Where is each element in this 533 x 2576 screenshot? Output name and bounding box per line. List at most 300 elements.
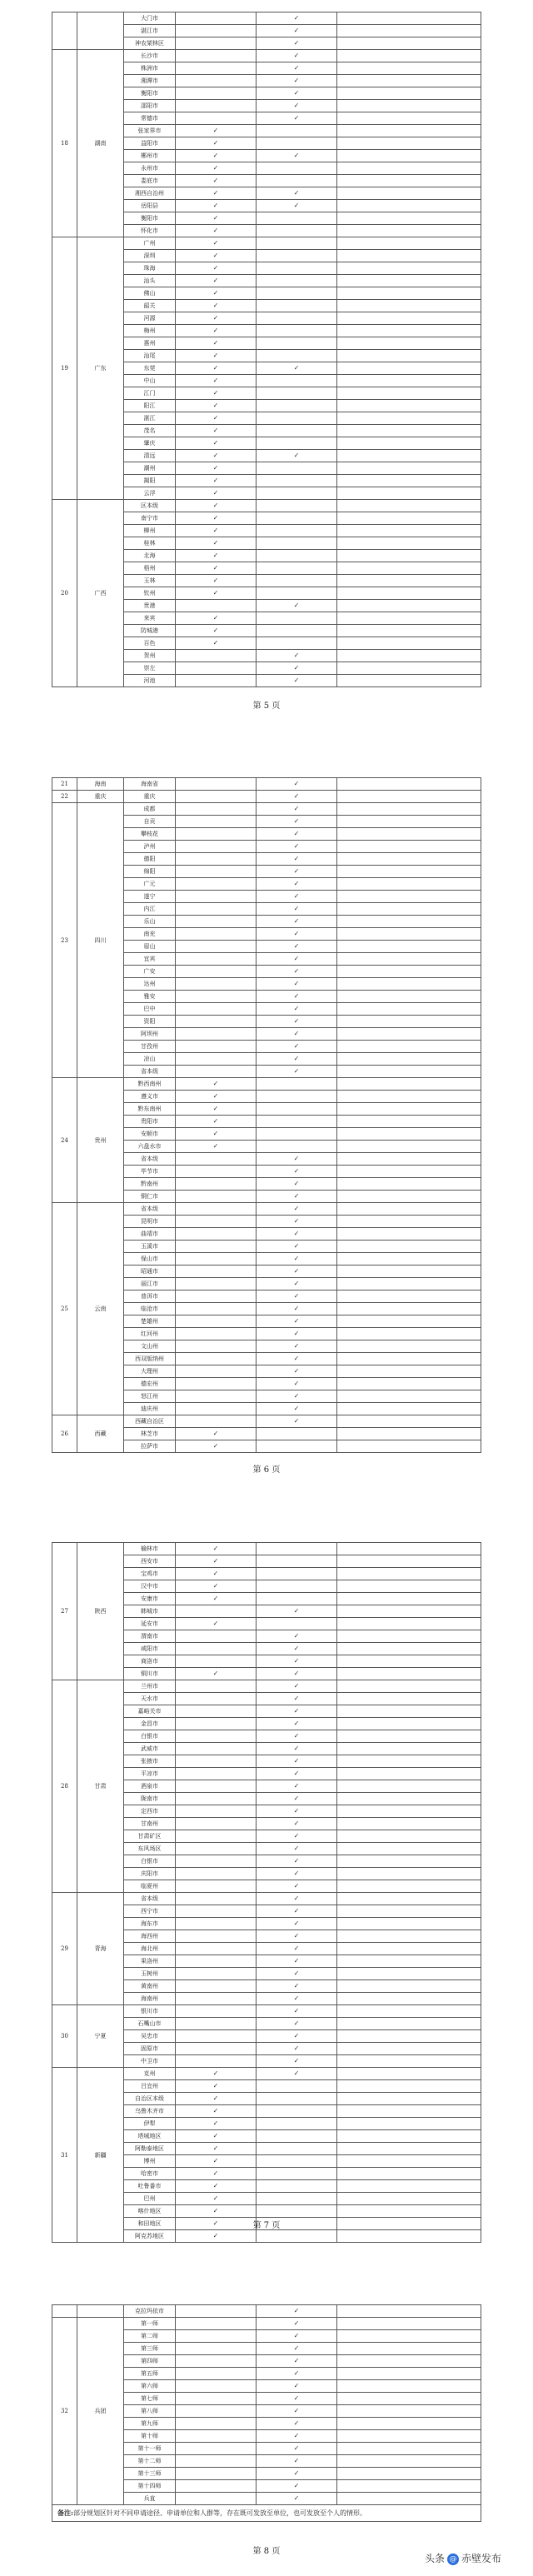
check-cell — [176, 2130, 257, 2143]
check-cell — [337, 312, 481, 325]
checkmark-icon: ✓ — [212, 2157, 219, 2164]
check-cell — [337, 2018, 481, 2030]
check-cell — [176, 137, 257, 150]
checkmark-icon: ✓ — [293, 2319, 300, 2327]
check-cell — [176, 175, 257, 187]
check-cell — [257, 1403, 337, 1415]
city-name: 柳州 — [124, 525, 176, 537]
check-cell — [257, 941, 337, 953]
city-name: 六盘水市 — [124, 1141, 176, 1153]
check-cell — [176, 2168, 257, 2180]
city-name: 迪庆州 — [124, 1403, 176, 1415]
province-name: 广西 — [77, 500, 124, 687]
check-cell — [337, 1290, 481, 1303]
checkmark-icon: ✓ — [212, 289, 219, 297]
city-name: 百色 — [124, 637, 176, 650]
province-name: 广东 — [77, 237, 124, 500]
checkmark-icon: ✓ — [293, 1242, 300, 1250]
check-cell — [337, 1905, 481, 1918]
check-cell — [176, 312, 257, 325]
city-name: 区本级 — [124, 500, 176, 512]
city-name: 南宁市 — [124, 512, 176, 525]
city-name: 长沙市 — [124, 50, 176, 62]
check-cell — [257, 25, 337, 37]
province-name: 宁夏 — [77, 2005, 124, 2068]
check-cell — [176, 2118, 257, 2130]
check-cell — [176, 1191, 257, 1203]
check-cell — [257, 550, 337, 562]
check-cell — [257, 1378, 337, 1390]
check-cell — [176, 1593, 257, 1605]
check-cell — [337, 62, 481, 75]
check-cell — [257, 1943, 337, 1955]
check-cell — [337, 891, 481, 903]
check-cell — [257, 2130, 337, 2143]
check-cell — [257, 866, 337, 878]
checkmark-icon: ✓ — [293, 1067, 300, 1075]
checkmark-icon: ✓ — [212, 2107, 219, 2114]
city-name: 衡阳市 — [124, 87, 176, 100]
checkmark-icon: ✓ — [293, 1969, 300, 1977]
checkmark-icon: ✓ — [212, 239, 219, 247]
city-name: 广元 — [124, 878, 176, 891]
check-cell — [337, 2380, 481, 2393]
check-cell — [257, 600, 337, 612]
check-cell — [176, 1241, 257, 1253]
check-cell — [257, 325, 337, 337]
check-cell — [337, 1278, 481, 1290]
allocation-table — [52, 1542, 481, 2243]
region-number: 22 — [52, 791, 77, 803]
check-cell — [337, 387, 481, 400]
check-cell — [257, 150, 337, 162]
city-name: 海南省 — [124, 778, 176, 791]
checkmark-icon: ✓ — [212, 2232, 219, 2239]
check-cell — [257, 2180, 337, 2193]
checkmark-icon: ✓ — [293, 1732, 300, 1740]
check-cell — [337, 966, 481, 978]
city-name: 乌鲁木齐市 — [124, 2105, 176, 2118]
check-cell — [257, 1203, 337, 1216]
check-cell — [257, 362, 337, 375]
check-cell — [257, 1568, 337, 1580]
check-cell — [257, 1968, 337, 1980]
region-number: 26 — [52, 1415, 77, 1453]
city-name: 潮州 — [124, 462, 176, 475]
check-cell — [337, 2093, 481, 2105]
check-cell — [337, 612, 481, 625]
check-cell — [176, 387, 257, 400]
check-cell — [337, 1353, 481, 1365]
check-cell — [176, 1428, 257, 1440]
city-name: 河源 — [124, 312, 176, 325]
region-number: 25 — [52, 1203, 77, 1415]
city-name: 吴忠市 — [124, 2030, 176, 2043]
checkmark-icon: ✓ — [212, 1620, 219, 1627]
check-cell — [176, 512, 257, 525]
checkmark-icon: ✓ — [212, 1557, 219, 1565]
check-cell — [176, 2180, 257, 2193]
check-cell — [176, 2380, 257, 2393]
check-cell — [257, 1415, 337, 1428]
check-cell — [176, 1103, 257, 1116]
check-cell — [257, 187, 337, 200]
checkmark-icon: ✓ — [212, 1582, 219, 1590]
check-cell — [257, 2005, 337, 2018]
checkmark-icon: ✓ — [212, 1430, 219, 1437]
check-cell — [257, 1855, 337, 1868]
city-name: 海西州 — [124, 1930, 176, 1943]
checkmark-icon: ✓ — [293, 992, 300, 1000]
check-cell — [176, 2043, 257, 2055]
checkmark-icon: ✓ — [212, 339, 219, 347]
check-cell — [257, 1241, 337, 1253]
check-cell — [337, 637, 481, 650]
check-cell — [176, 1843, 257, 1855]
check-cell — [176, 362, 257, 375]
checkmark-icon: ✓ — [293, 1907, 300, 1915]
checkmark-icon: ✓ — [212, 302, 219, 309]
checkmark-icon: ✓ — [293, 2032, 300, 2039]
checkmark-icon: ✓ — [212, 2094, 219, 2102]
check-cell — [337, 2230, 481, 2243]
checkmark-icon: ✓ — [293, 1820, 300, 1827]
check-cell — [257, 1643, 337, 1655]
check-cell — [176, 1141, 257, 1153]
checkmark-icon: ✓ — [293, 805, 300, 812]
city-name: 第九师 — [124, 2418, 176, 2430]
city-name: 益阳市 — [124, 137, 176, 150]
check-cell — [176, 2093, 257, 2105]
checkmark-icon: ✓ — [293, 52, 300, 59]
checkmark-icon: ✓ — [293, 930, 300, 937]
checkmark-icon: ✓ — [293, 1745, 300, 1752]
check-cell — [337, 1968, 481, 1980]
check-cell — [176, 1328, 257, 1340]
checkmark-icon: ✓ — [293, 1417, 300, 1425]
check-cell — [176, 1053, 257, 1066]
check-cell — [337, 575, 481, 587]
checkmark-icon: ✓ — [212, 264, 219, 272]
city-name: 保山市 — [124, 1253, 176, 1266]
check-cell — [257, 2080, 337, 2093]
check-cell — [257, 816, 337, 828]
check-cell — [257, 462, 337, 475]
province-name: 西藏 — [77, 1415, 124, 1453]
check-cell — [176, 475, 257, 487]
city-name: 楚雄州 — [124, 1315, 176, 1328]
city-name: 省本级 — [124, 1066, 176, 1078]
check-cell — [176, 262, 257, 275]
city-name: 自贡 — [124, 816, 176, 828]
check-cell — [176, 1403, 257, 1415]
city-name: 绵阳 — [124, 866, 176, 878]
check-cell — [257, 1693, 337, 1705]
checkmark-icon: ✓ — [293, 1192, 300, 1200]
check-cell — [257, 412, 337, 425]
check-cell — [257, 275, 337, 287]
check-cell — [257, 1668, 337, 1680]
check-cell — [176, 2155, 257, 2168]
city-name: 巴州 — [124, 2193, 176, 2205]
city-name: 大门市 — [124, 12, 176, 25]
check-cell — [257, 262, 337, 275]
check-cell — [337, 816, 481, 828]
city-name: 广州 — [124, 237, 176, 250]
check-cell — [337, 1303, 481, 1315]
region-number: 19 — [52, 237, 77, 500]
check-cell — [337, 1743, 481, 1755]
check-cell — [176, 462, 257, 475]
check-cell — [257, 1880, 337, 1893]
check-cell — [176, 1905, 257, 1918]
check-cell — [257, 1630, 337, 1643]
check-cell — [257, 1003, 337, 1016]
check-cell — [257, 2155, 337, 2168]
city-name: 北海 — [124, 550, 176, 562]
check-cell — [337, 991, 481, 1003]
check-cell — [176, 1078, 257, 1091]
check-cell — [257, 250, 337, 262]
city-name: 张掖市 — [124, 1755, 176, 1768]
check-cell — [257, 878, 337, 891]
check-cell — [176, 225, 257, 237]
checkmark-icon: ✓ — [293, 1895, 300, 1902]
check-cell — [176, 891, 257, 903]
check-cell — [337, 2130, 481, 2143]
check-cell — [337, 1403, 481, 1415]
check-cell — [337, 600, 481, 612]
check-cell — [257, 1191, 337, 1203]
check-cell — [257, 1290, 337, 1303]
check-cell — [257, 425, 337, 437]
check-cell — [176, 1868, 257, 1880]
table-row — [52, 778, 481, 791]
check-cell — [176, 200, 257, 212]
city-name: 贵港 — [124, 600, 176, 612]
check-cell — [176, 400, 257, 412]
check-cell — [337, 100, 481, 112]
checkmark-icon: ✓ — [212, 2182, 219, 2189]
city-name: 邵阳市 — [124, 100, 176, 112]
check-cell — [257, 2055, 337, 2068]
check-cell — [176, 212, 257, 225]
check-cell — [176, 778, 257, 791]
checkmark-icon: ✓ — [212, 127, 219, 134]
city-name: 省本级 — [124, 1153, 176, 1166]
check-cell — [257, 803, 337, 816]
check-cell — [257, 587, 337, 600]
check-cell — [337, 1390, 481, 1403]
checkmark-icon: ✓ — [293, 2382, 300, 2389]
check-cell — [176, 1943, 257, 1955]
checkmark-icon: ✓ — [212, 614, 219, 622]
check-cell — [257, 162, 337, 175]
checkmark-icon: ✓ — [293, 2007, 300, 2014]
checkmark-icon: ✓ — [293, 1280, 300, 1287]
checkmark-icon: ✓ — [212, 314, 219, 322]
check-cell — [337, 2143, 481, 2155]
checkmark-icon: ✓ — [212, 539, 219, 547]
check-cell — [257, 2380, 337, 2393]
check-cell — [257, 1428, 337, 1440]
check-cell — [257, 2493, 337, 2505]
check-cell — [337, 841, 481, 853]
check-cell — [176, 625, 257, 637]
check-cell — [176, 953, 257, 966]
check-cell — [257, 2468, 337, 2480]
city-name: 贺州 — [124, 650, 176, 662]
check-cell — [176, 1918, 257, 1930]
check-cell — [337, 37, 481, 50]
city-name: 河池 — [124, 675, 176, 687]
check-cell — [176, 25, 257, 37]
check-cell — [337, 262, 481, 275]
checkmark-icon: ✓ — [212, 489, 219, 497]
city-name: 西安市 — [124, 1555, 176, 1568]
checkmark-icon: ✓ — [212, 439, 219, 447]
check-cell — [257, 1780, 337, 1793]
city-name: 酒泉市 — [124, 1780, 176, 1793]
check-cell — [257, 2330, 337, 2343]
checkmark-icon: ✓ — [212, 139, 219, 147]
check-cell — [257, 400, 337, 412]
checkmark-icon: ✓ — [293, 1795, 300, 1802]
check-cell — [257, 2193, 337, 2205]
check-cell — [176, 2393, 257, 2405]
checkmark-icon: ✓ — [212, 389, 219, 397]
checkmark-icon: ✓ — [212, 2207, 219, 2214]
check-cell — [257, 1980, 337, 1993]
check-cell — [257, 2418, 337, 2430]
check-cell — [176, 2455, 257, 2468]
table-row — [52, 237, 481, 250]
city-name: 昆明市 — [124, 1216, 176, 1228]
check-cell — [337, 1378, 481, 1390]
allocation-table — [52, 2304, 481, 2522]
province-name: 陕西 — [77, 1543, 124, 1680]
check-cell — [176, 2343, 257, 2355]
checkmark-icon: ✓ — [293, 2419, 300, 2427]
check-cell — [176, 100, 257, 112]
check-cell — [257, 62, 337, 75]
check-cell — [257, 575, 337, 587]
checkmark-icon: ✓ — [293, 1882, 300, 1890]
check-cell — [176, 1818, 257, 1830]
check-cell — [337, 2318, 481, 2330]
checkmark-icon: ✓ — [293, 905, 300, 912]
check-cell — [176, 2405, 257, 2418]
check-cell — [176, 1680, 257, 1693]
check-cell — [176, 1440, 257, 1453]
checkmark-icon: ✓ — [212, 189, 219, 197]
check-cell — [176, 1693, 257, 1705]
city-name: 红河州 — [124, 1328, 176, 1340]
check-cell — [176, 1618, 257, 1630]
checkmark-icon: ✓ — [293, 867, 300, 875]
check-cell — [337, 337, 481, 350]
city-name: 德宏州 — [124, 1378, 176, 1390]
check-cell — [257, 1830, 337, 1843]
city-name: 省本级 — [124, 1893, 176, 1905]
check-cell — [176, 2480, 257, 2493]
check-cell — [176, 1643, 257, 1655]
check-cell — [176, 12, 257, 25]
check-cell — [257, 287, 337, 300]
checkmark-icon: ✓ — [293, 202, 300, 209]
check-cell — [337, 587, 481, 600]
city-name: 资阳 — [124, 1016, 176, 1028]
check-cell — [257, 437, 337, 450]
city-name: 黔南州 — [124, 1178, 176, 1191]
city-name: 茂名 — [124, 425, 176, 437]
check-cell — [176, 600, 257, 612]
check-cell — [337, 1555, 481, 1568]
check-cell — [176, 853, 257, 866]
check-cell — [337, 1593, 481, 1605]
city-name: 宝鸡市 — [124, 1568, 176, 1580]
city-name: 嘉峪关市 — [124, 1705, 176, 1718]
city-name: 果洛州 — [124, 1955, 176, 1968]
city-name: 阳江 — [124, 400, 176, 412]
check-cell — [257, 1340, 337, 1353]
check-cell — [176, 1216, 257, 1228]
city-name: 郴州市 — [124, 150, 176, 162]
checkmark-icon: ✓ — [212, 1092, 219, 1100]
checkmark-icon: ✓ — [212, 464, 219, 472]
checkmark-icon: ✓ — [293, 1330, 300, 1337]
check-cell — [337, 1153, 481, 1166]
check-cell — [176, 2430, 257, 2443]
city-name: 防城港 — [124, 625, 176, 637]
checkmark-icon: ✓ — [293, 2432, 300, 2439]
check-cell — [337, 2368, 481, 2380]
check-cell — [337, 400, 481, 412]
check-cell — [337, 1166, 481, 1178]
checkmark-icon: ✓ — [293, 1645, 300, 1652]
check-cell — [337, 475, 481, 487]
region-number: 23 — [52, 803, 77, 1078]
check-cell — [176, 150, 257, 162]
city-name: 大理州 — [124, 1365, 176, 1378]
check-cell — [337, 1693, 481, 1705]
checkmark-icon: ✓ — [293, 1632, 300, 1640]
watermark-logo-icon: @ — [447, 2554, 459, 2565]
checkmark-icon: ✓ — [293, 880, 300, 887]
checkmark-icon: ✓ — [212, 1545, 219, 1552]
check-cell — [176, 966, 257, 978]
check-cell — [337, 1980, 481, 1993]
check-cell — [176, 1568, 257, 1580]
check-cell — [337, 778, 481, 791]
city-name: 重庆 — [124, 791, 176, 803]
checkmark-icon: ✓ — [212, 177, 219, 184]
city-name: 阿勒泰地区 — [124, 2143, 176, 2155]
city-name: 乐山 — [124, 916, 176, 928]
checkmark-icon: ✓ — [293, 1167, 300, 1175]
city-name: 汕尾 — [124, 350, 176, 362]
city-name: 第十三师 — [124, 2468, 176, 2480]
check-cell — [257, 2405, 337, 2418]
check-cell — [176, 325, 257, 337]
check-cell — [176, 2330, 257, 2343]
city-name: 铜川市 — [124, 1668, 176, 1680]
check-cell — [176, 941, 257, 953]
check-cell — [257, 1555, 337, 1568]
check-cell — [337, 803, 481, 816]
check-cell — [337, 275, 481, 287]
check-cell — [337, 1543, 481, 1555]
